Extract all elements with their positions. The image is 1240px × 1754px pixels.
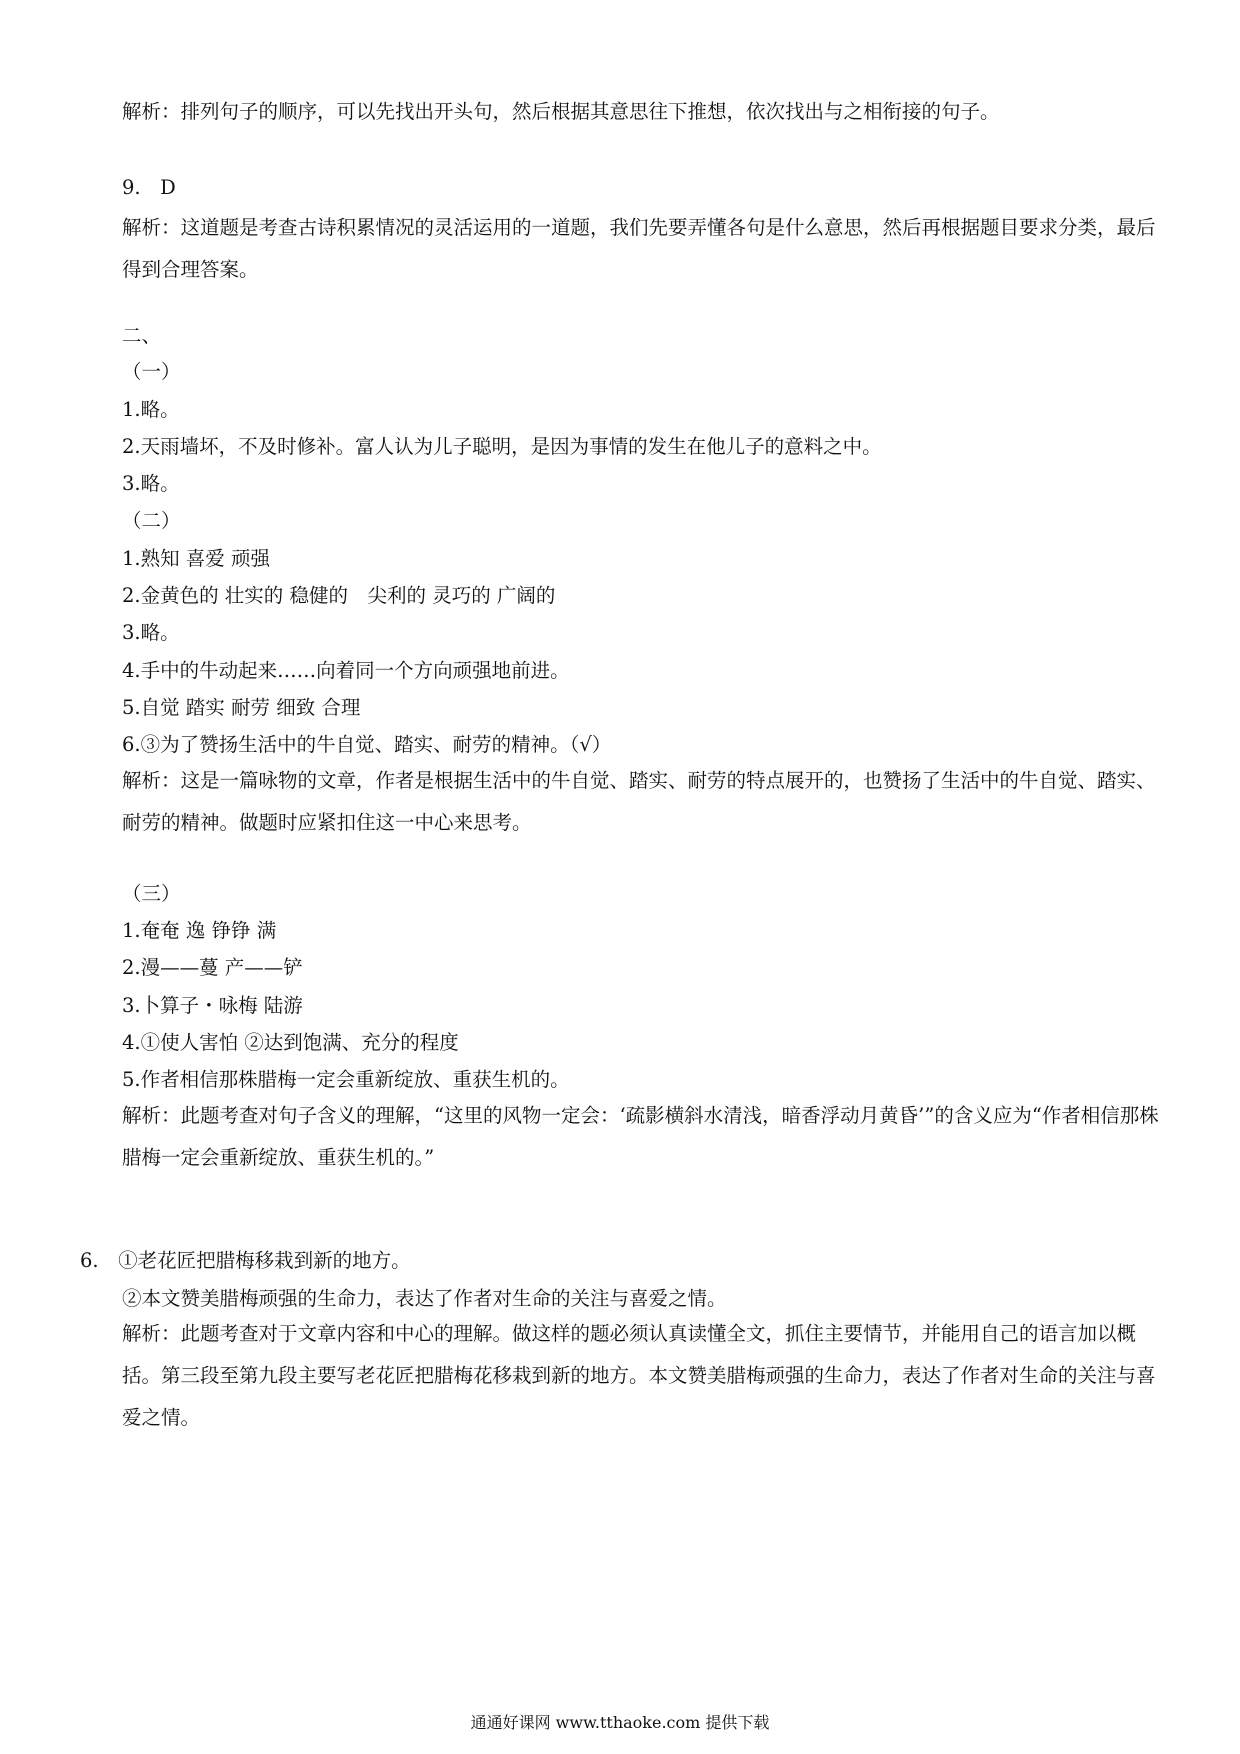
analysis-text: 解析：此题考查对于文章内容和中心的理解。做这样的题必须认真读懂全文，抓住主要情节，并能用自己的语言加以概括。第三段至第九段主要写老花匠把腊梅花移栽到新的地方。本文赞美腊梅顽强的生命力，表达了作者对生命的关注与喜爱之情。 bbox=[122, 1322, 1156, 1429]
answer-line: 1.略。 bbox=[122, 398, 180, 421]
answer-line: 5.自觉 踏实 耐劳 细致 合理 bbox=[122, 696, 361, 719]
answer-line: 2.天雨墙坏，不及时修补。富人认为儿子聪明，是因为事情的发生在他儿子的意料之中。 bbox=[122, 435, 882, 458]
answer-line: 3.卜算子・咏梅 陆游 bbox=[122, 994, 303, 1017]
subsection-heading: （一） bbox=[122, 360, 181, 383]
answer-line: 4.手中的牛动起来……向着同一个方向顽强地前进。 bbox=[122, 659, 570, 682]
answer-line: 9. D bbox=[122, 176, 176, 199]
answer-line: 6.③为了赞扬生活中的牛自觉、踏实、耐劳的精神。（√） bbox=[122, 733, 612, 756]
answer-line: 1.熟知 喜爱 顽强 bbox=[122, 547, 271, 570]
page-footer: 通通好课网 www.tthaoke.com 提供下载 bbox=[470, 1713, 770, 1732]
analysis-text: 解析：这道题是考查古诗积累情况的灵活运用的一道题，我们先要弄懂各句是什么意思，然后再根据题目要求分类，最后得到合理答案。 bbox=[122, 216, 1156, 281]
answer-line: 3.略。 bbox=[122, 472, 180, 495]
analysis-text: 解析：排列句子的顺序，可以先找出开头句，然后根据其意思往下推想，依次找出与之相衔接的句子。 bbox=[122, 100, 1000, 123]
section-heading: 二、 bbox=[122, 324, 162, 347]
answer-line: 6. ①老花匠把腊梅移栽到新的地方。 bbox=[80, 1249, 411, 1272]
answer-line: ②本文赞美腊梅顽强的生命力，表达了作者对生命的关注与喜爱之情。 bbox=[122, 1287, 727, 1310]
answer-line: 3.略。 bbox=[122, 621, 180, 644]
subsection-heading: （二） bbox=[122, 509, 181, 532]
subsection-heading: （三） bbox=[122, 882, 181, 905]
answer-line: 1.奄奄 逸 铮铮 满 bbox=[122, 919, 277, 942]
answer-line: 4.①使人害怕 ②达到饱满、充分的程度 bbox=[122, 1031, 459, 1054]
answer-line: 5.作者相信那株腊梅一定会重新绽放、重获生机的。 bbox=[122, 1068, 570, 1091]
analysis-text: 解析：这是一篇咏物的文章，作者是根据生活中的牛自觉、踏实、耐劳的特点展开的，也赞扬了生活中的牛自觉、踏实、耐劳的精神。做题时应紧扣住这一中心来思考。 bbox=[122, 769, 1156, 834]
answer-line: 2.金黄色的 壮实的 稳健的 尖利的 灵巧的 广阔的 bbox=[122, 584, 556, 607]
answer-line: 2.漫——蔓 产——铲 bbox=[122, 956, 303, 979]
analysis-text: 解析：此题考查对句子含义的理解，“这里的风物一定会：‘疏影横斜水清浅，暗香浮动月黄昏’”的含义应为“作者相信那株腊梅一定会重新绽放、重获生机的。” bbox=[122, 1104, 1159, 1169]
